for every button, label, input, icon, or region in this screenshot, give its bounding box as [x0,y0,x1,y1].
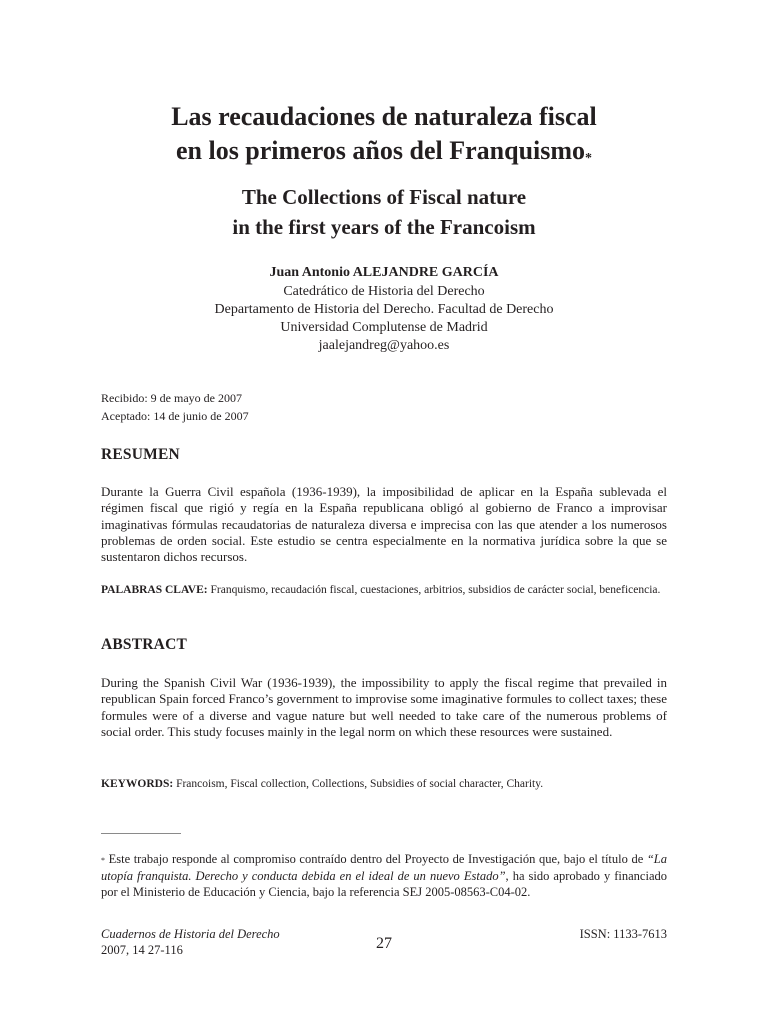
footnote-text-after: , ha sido aprobado y financiado por el Ministerio de Educación y Ciencia, bajo la referencia SEJ 2005-08563-C04-02. [101,868,667,899]
title-spanish-line-1: Las recaudaciones de naturaleza fiscal [171,102,597,131]
author-department: Departamento de Historia del Derecho. Facultad de Derecho [214,302,554,317]
title-footnote-mark[interactable]: * [585,151,593,166]
title-english-line-2: in the first years of the Francoism [232,215,536,239]
author-university: Universidad Complutense de Madrid [280,320,488,335]
footnote [101,851,667,901]
issn: ISSN: 1133-7613 [579,927,667,941]
submission-dates [101,389,249,425]
author-email[interactable]: jaalejandreg@yahoo.es [318,338,450,353]
footnote-divider [101,833,181,834]
footnote-mark: * [101,856,105,865]
page-number: 27 [376,935,392,952]
title-spanish [0,100,768,168]
journal-name: Cuadernos de Historia del Derecho [101,927,280,941]
palabras-clave-text: Franquismo, recaudación fiscal, cuestaciones, arbitrios, subsidios de carácter social, beneficencia. [210,584,661,596]
date-accepted: Aceptado: 14 de junio de 2007 [101,409,249,423]
abstract-paragraph: During the Spanish Civil War (1936-1939), the impossibility to apply the fiscal regime that prevailed in republican Spain forced Franco’s government to improvise some imaginative formules to collect taxes; these formules were of a diverse and vague nature but well needed to take care of the numerous problems of social order. This study focuses mainly in the legal norm on which these resources were sustained. [101,675,667,739]
keywords [101,776,667,793]
journal-citation: 2007, 14 27-116 [101,943,183,957]
footnote-text-before: Este trabajo responde al compromiso contraído dentro del Proyecto de Investigación que, bajo el título de [108,852,647,866]
keywords-text: Francoism, Fiscal collection, Collections, Subsidies of social character, Charity. [176,778,544,790]
abstract-heading: ABSTRACT [101,636,188,653]
title-spanish-line-2-text: en los primeros años del Franquismo [175,136,586,165]
author-name: Juan Antonio ALEJANDRE GARCÍA [269,265,499,280]
author-position: Catedrático de Historia del Derecho [283,284,485,299]
resumen-paragraph: Durante la Guerra Civil española (1936-1939), la imposibilidad de aplicar en la España sublevada el régimen fiscal que rigió y regía en la España republicana obligó al gobierno de Franco a improvisar imaginativas fórmulas recaudatorias de naturaleza diversa e imprecisa con las que atender a los numerosos problemas de orden social. Este estudio se centra especialmente en la normativa jurídica sobre la que se sustentaron dichos recursos. [101,484,667,565]
author-affiliation [0,283,768,355]
title-english-line-1: The Collections of Fiscal nature [241,185,527,209]
palabras-clave-label: PALABRAS CLAVE: [101,584,208,596]
keywords-label: KEYWORDS: [101,778,174,790]
palabras-clave [101,582,667,599]
footnote-project-title: “La utopía franquista. Derecho y conducta debida en el ideal de un nuevo Estado” [101,852,667,883]
resumen-heading: RESUMEN [101,446,180,463]
title-english [0,182,768,242]
title-spanish-line-2 [0,134,768,168]
date-received: Recibido: 9 de mayo de 2007 [101,391,242,405]
